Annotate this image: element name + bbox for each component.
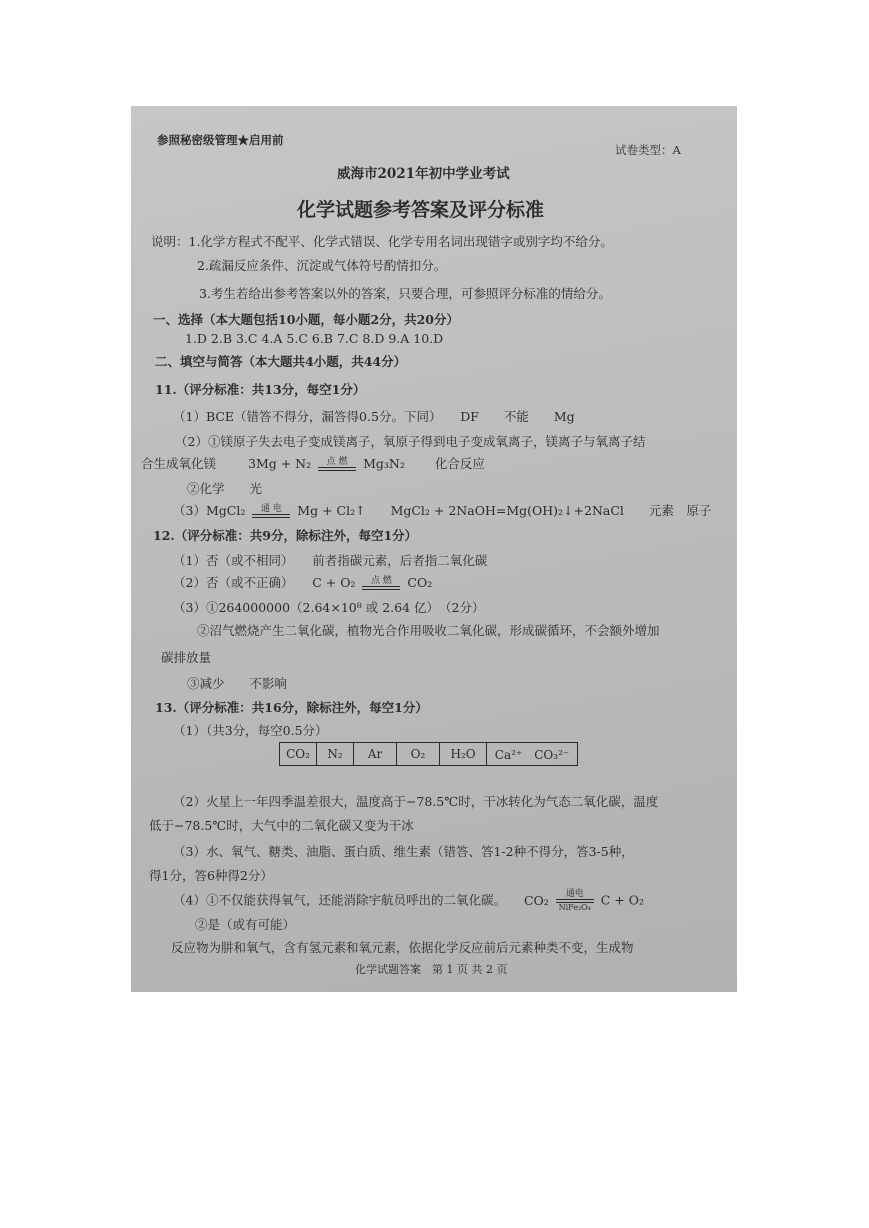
- table-cell: Ar: [354, 743, 397, 766]
- q13-part-4-text: （4）①不仅能获得氧气，还能消除宇航员呼出的二氧化碳。: [173, 892, 506, 908]
- table-cell: CO₂: [280, 743, 317, 766]
- table-row: [280, 743, 578, 766]
- q11-header: 11.（评分标准：共13分，每空1分）: [155, 382, 366, 397]
- q13-part-5: ②是（或有可能）: [195, 917, 296, 932]
- table-cell: N₂: [317, 743, 354, 766]
- q12-part-2-condition: 点 燃: [362, 577, 400, 590]
- q11-part-2a: （2）①镁原子失去电子变成镁离子，氧原子得到电子变成氧离子，镁离子与氧离子结: [175, 434, 646, 449]
- q12-part-3d: ③减少 不影响: [187, 676, 288, 691]
- exam-title: 威海市2021年初中学业考试: [337, 166, 510, 182]
- q12-part-2-right: CO₂: [407, 575, 433, 590]
- q13-part-4: [173, 890, 644, 912]
- page-footer: 化学试题答案 第 1 页 共 2 页: [355, 963, 508, 976]
- q11-part-3-right: Mg + Cl₂↑ MgCl₂ + 2NaOH=Mg(OH)₂↓+2NaCl 元素 原子: [297, 503, 712, 518]
- q13-header: 13.（评分标准：共16分，除标注外，每空1分）: [155, 700, 428, 715]
- q12-header: 12.（评分标准：共9分，除标注外，每空1分）: [153, 528, 418, 543]
- q13-part-2b: 低于−78.5℃时，大气中的二氧化碳又变为干冰: [149, 818, 414, 833]
- q13-part-2a: （2）火星上一年四季温差很大，温度高于−78.5℃时，干冰转化为气态二氧化碳，温度: [173, 794, 659, 809]
- table-cell: H₂O: [440, 743, 487, 766]
- q13-part-4-condition: 通电 NiFe₂O₄: [556, 890, 594, 912]
- q11-part-2b-text: 合生成氧化镁: [141, 456, 217, 471]
- q12-part-1: （1）否（或不相同） 前者指碳元素，后者指二氧化碳: [173, 553, 488, 568]
- q11-part-2b: [141, 456, 485, 472]
- scanned-answer-sheet: [131, 106, 737, 992]
- q11-eq1-type: 化合反应: [434, 456, 485, 471]
- q13-part-3b: 得1分，答6种得2分）: [149, 868, 273, 883]
- confidentiality-label: 参照秘密级管理★启用前: [157, 133, 284, 147]
- q11-eq1-right: Mg₃N₂: [363, 456, 405, 471]
- q11-eq1-condition: 点 燃: [318, 458, 356, 471]
- note-1: 说明：1.化学方程式不配平、化学式错误、化学专用名词出现错字或别字均不给分。: [151, 234, 613, 249]
- section-2-title: 二、填空与简答（本大题共4小题，共44分）: [155, 354, 407, 369]
- particle-table: [279, 742, 578, 766]
- q11-part-1: （1）BCE（错答不得分，漏答得0.5分。下同） DF 不能 Mg: [173, 409, 575, 424]
- table-cell: Ca²⁺ CO₃²⁻: [487, 743, 578, 766]
- q12-part-3a: （3）①264000000（2.64×10⁸ 或 2.64 亿） （2分）: [173, 600, 485, 615]
- q12-part-3b: ②沼气燃烧产生二氧化碳，植物光合作用吸收二氧化碳，形成碳循环，不会额外增加: [197, 623, 660, 638]
- q11-part-3: [173, 503, 711, 519]
- q13-part-3a: （3）水、氧气、糖类、油脂、蛋白质、维生素（错答、答1-2种不得分，答3-5种，: [173, 844, 634, 859]
- q13-part-4-right: C + O₂: [600, 892, 644, 908]
- q12-part-2: [173, 575, 432, 591]
- q13-part-4-left: CO₂: [523, 892, 549, 908]
- q13-part-1: （1）（共3分，每空0.5分）: [173, 723, 328, 738]
- q12-part-3c: 碳排放量: [161, 650, 212, 665]
- section-1-title: 一、选择（本大题包括10小题，每小题2分，共20分）: [153, 312, 459, 327]
- note-3: 3.考生若给出参考答案以外的答案，只要合理，可参照评分标准的情给分。: [199, 286, 611, 301]
- q11-part-2c: ②化学 光: [187, 481, 263, 496]
- q11-eq1-left: 3Mg + N₂: [248, 456, 312, 471]
- q13-part-6: 反应物为肼和氧气，含有氢元素和氧元素，依据化学反应前后元素种类不变，生成物: [171, 940, 634, 955]
- note-2: 2.疏漏反应条件、沉淀或气体符号酌情扣分。: [197, 258, 447, 273]
- q11-part-3-left: （3）MgCl₂: [173, 503, 246, 518]
- section-1-answers: 1.D 2.B 3.C 4.A 5.C 6.B 7.C 8.D 9.A 10.D: [185, 331, 444, 346]
- paper-type: 试卷类型：A: [615, 143, 681, 157]
- q11-part-3-condition: 通 电: [252, 505, 290, 518]
- main-title: 化学试题参考答案及评分标准: [297, 199, 545, 221]
- table-cell: O₂: [397, 743, 440, 766]
- q12-part-2-left: （2）否（或不正确） C + O₂: [173, 575, 356, 590]
